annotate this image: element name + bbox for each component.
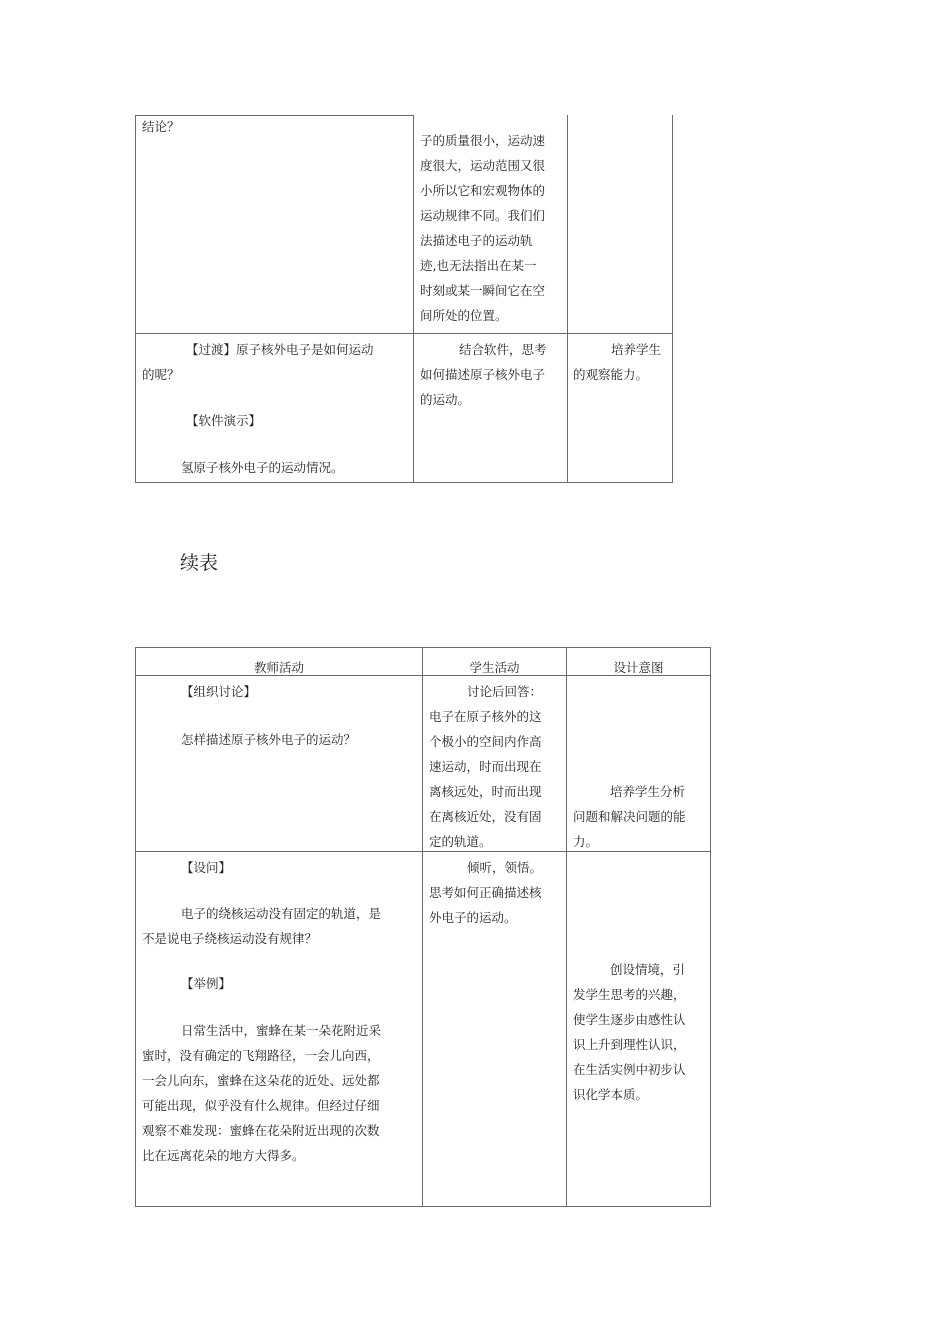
text-line: 力。 [573,834,599,849]
text-line: 度很大，运动范围又很 [420,158,546,173]
t1-bottom-line [135,482,673,483]
text-line: 【设问】 [181,860,232,875]
text-line: 讨论后回答： [467,684,543,699]
text-line: 【举例】 [181,976,232,991]
text-line: 子的质量很小，运动速 [420,133,546,148]
t2-col-line-1 [422,647,423,1207]
text-line: 在离核近处，没有固 [429,809,542,824]
text-line: 小所以它和宏观物体的 [420,183,546,198]
column-header-teacher: 教师活动 [253,660,304,675]
text-line: 时刻或某一瞬间它在空 [420,283,546,298]
t1-col-line-left [135,115,136,483]
text-line: 【组织讨论】 [181,684,257,699]
text-line: 的运动。 [420,392,471,407]
text-line: 思考如何正确描述核 [429,885,542,900]
text-line: 在生活实例中初步认 [573,1062,686,1077]
text-line: 使学生逐步由感性认 [573,1012,686,1027]
text-line: 间所处的位置。 [420,308,508,323]
t1-col-line-right [672,115,673,483]
text-line: 问题和解决问题的能 [573,809,686,824]
text-line: 的呢？ [142,367,180,382]
t1-r1-teacher-line: 结论？ [142,119,180,134]
text-line: 一会儿向东，蜜蜂在这朵花的近处、远处都 [142,1073,380,1088]
text-line: 外电子的运动。 [429,910,517,925]
text-line: 法描述电子的运动轨 [420,233,533,248]
t2-bottom-line [135,1206,711,1207]
column-header-student: 学生活动 [469,660,520,675]
t1-row-divider [135,333,673,334]
t2-row-divider [135,851,711,852]
text-line: 速运动，时而出现在 [429,759,542,774]
text-line: 培养学生分析 [610,784,686,799]
t2-col-line-left [135,647,136,1207]
column-header-intent: 设计意图 [613,660,664,675]
text-line: 不是说电子绕核运动没有规律？ [142,931,318,946]
text-line: 电子在原子核外的这 [429,709,542,724]
text-line: 如何描述原子核外电子 [420,367,546,382]
text-line: 蜜时，没有确定的飞翔路径，一会儿向西， [142,1048,380,1063]
text-line: 迹,也无法指出在某一 [420,258,537,273]
text-line: 【过渡】原子核外电子是如何运动 [186,342,374,357]
text-line: 运动规律不同。我们们 [420,208,546,223]
text-line: 识上升到理性认识， [573,1037,686,1052]
text-line: 识化学本质。 [573,1087,649,1102]
text-line: 观察不难发现：蜜蜂在花朵附近出现的次数 [142,1123,380,1138]
text-line: 离核远处，时而出现 [429,784,542,799]
t2-col-line-right [710,647,711,1207]
text-line: 的观察能力。 [573,367,649,382]
continuation-title: 续表 [180,552,219,574]
text-line: 结合软件，思考 [459,342,547,357]
text-line: 个极小的空间内作高 [429,734,542,749]
text-line: 倾听，领悟。 [467,860,543,875]
t1-col-line-1 [413,115,414,483]
text-line: 发学生思考的兴趣， [573,987,686,1002]
t1-col-line-2 [567,115,568,483]
text-line: 定的轨道。 [429,834,492,849]
text-line: 培养学生 [611,342,662,357]
text-line: 可能出现，似乎没有什么规律。但经过仔细 [142,1098,380,1113]
text-line: 创设情境，引 [610,962,686,977]
text-line: 日常生活中，蜜蜂在某一朵花附近采 [181,1023,382,1038]
t2-top-line [135,647,711,648]
text-line: 【软件演示】 [186,413,262,428]
text-line: 电子的绕核运动没有固定的轨道，是 [181,906,382,921]
text-line: 氢原子核外电子的运动情况。 [181,460,344,475]
text-line: 比在远离花朵的地方大得多。 [142,1148,305,1163]
text-line: 怎样描述原子核外电子的运动？ [181,732,357,747]
t2-col-line-2 [566,647,567,1207]
